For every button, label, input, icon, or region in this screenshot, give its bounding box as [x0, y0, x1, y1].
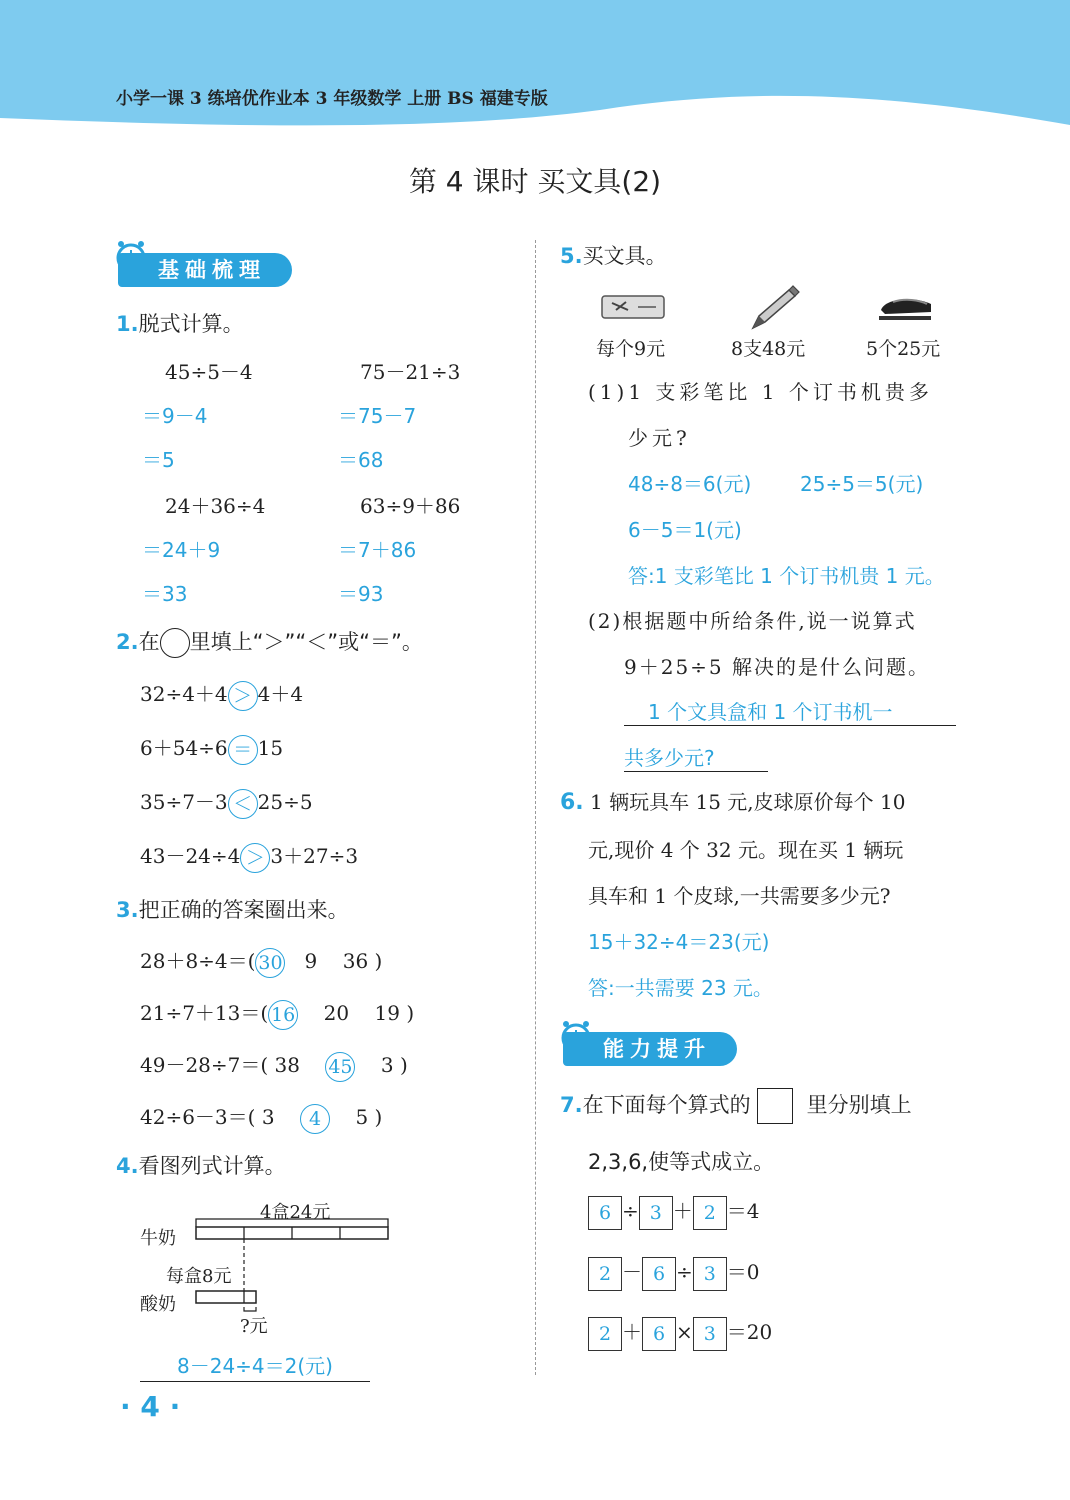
q2-left: 43－24÷4 — [140, 844, 241, 868]
q7-row-2 — [588, 1256, 760, 1291]
q1-title: 脱式计算。 — [138, 312, 244, 336]
q3-paren: ) — [399, 1053, 408, 1077]
q2-right: 4＋4 — [257, 682, 304, 706]
q5-item-2-label: 8支48元 — [731, 338, 806, 360]
q7-result: ＝0 — [726, 1260, 760, 1284]
q3-paren: ) — [374, 949, 383, 973]
q3-number: 3. — [116, 898, 139, 922]
q3-expr: 49－28÷7＝( — [140, 1053, 269, 1077]
q3-option: 5 — [355, 1105, 369, 1129]
q7-answer-box: 3 — [693, 1317, 727, 1351]
q3-correct-option: 4 — [300, 1104, 330, 1134]
q5-item-3-label: 5个25元 — [866, 338, 941, 360]
q7-operator: ÷ — [622, 1199, 639, 1223]
q3-option: 19 — [374, 1001, 400, 1025]
q1-number: 1. — [116, 312, 139, 336]
q1-expr-1: 45÷5－4 — [165, 360, 253, 384]
q1-step-2a: ＝75－7 — [338, 404, 417, 428]
q3-paren: ) — [406, 1001, 415, 1025]
q7-operator: ＋ — [672, 1199, 693, 1223]
q7-title-line2: 2,3,6,使等式成立。 — [588, 1150, 775, 1174]
lesson-title: 第 4 课时 买文具(2) — [408, 165, 662, 198]
q4-top-label: 4盒24元 — [260, 1202, 331, 1223]
q5-part1-line2: 少元? — [628, 426, 691, 450]
q1-step-4b: ＝93 — [338, 582, 384, 606]
q4-question-label: ?元 — [240, 1316, 268, 1337]
q2-left: 32÷4＋4 — [140, 682, 228, 706]
q7-heading — [560, 1088, 912, 1124]
q2-answer-sign: ＝ — [228, 735, 258, 765]
q3-title: 把正确的答案圈出来。 — [138, 898, 349, 922]
q3-row-2 — [140, 997, 414, 1030]
q3-expr: 42÷6－3＝( — [140, 1105, 256, 1129]
q6-text-1: 1 辆玩具车 15 元,皮球原价每个 10 — [590, 790, 906, 814]
q7-answer-box: 2 — [588, 1317, 622, 1351]
header-band — [0, 0, 1070, 130]
q7-result: ＝4 — [726, 1199, 760, 1223]
q1-step-3a: ＝24＋9 — [142, 538, 221, 562]
q3-expr: 21÷7＋13＝( — [140, 1001, 269, 1025]
q6-line1 — [560, 786, 905, 815]
q7-result: ＝20 — [726, 1320, 773, 1344]
q3-option: 36 — [342, 949, 369, 973]
q6-line3: 具车和 1 个皮球,一共需要多少元? — [588, 884, 891, 908]
q4-number: 4. — [116, 1154, 139, 1178]
q3-option: 20 — [323, 1001, 350, 1025]
q4-per-box-label: 每盒8元 — [166, 1266, 232, 1287]
q1-heading — [116, 308, 244, 338]
page-number: · 4 · — [120, 1390, 181, 1423]
q2-heading — [116, 626, 423, 658]
q2-answer-sign: ＞ — [228, 681, 258, 711]
q7-answer-box: 2 — [588, 1257, 622, 1291]
blank-circle-icon — [160, 628, 190, 658]
color-pen-icon — [745, 282, 805, 332]
q5-part2-answer-2: 共多少元? — [624, 742, 768, 772]
q2-row-2 — [140, 732, 283, 765]
q7-number: 7. — [560, 1093, 583, 1117]
q7-row-3 — [588, 1316, 772, 1351]
q1-expr-2: 75－21÷3 — [360, 360, 461, 384]
pencil-case-icon — [598, 288, 670, 324]
q3-expr: 28＋8÷4＝( — [140, 949, 256, 973]
q4-bar-diagram — [190, 1215, 400, 1325]
q5-item-1-label: 每个9元 — [596, 338, 666, 360]
q5-number: 5. — [560, 244, 583, 268]
q2-right: 25÷5 — [257, 790, 313, 814]
q7-operator: ＋ — [622, 1320, 642, 1344]
q2-title-pre: 在 — [138, 630, 160, 654]
q2-right: 3＋27÷3 — [270, 844, 359, 868]
q5-part1-answer-1a: 48÷8＝6(元) — [628, 472, 752, 496]
q6-answer-2: 答:一共需要 23 元。 — [588, 976, 773, 1000]
q3-option: 38 — [274, 1053, 300, 1077]
q3-heading — [116, 894, 349, 924]
q7-answer-box: 6 — [642, 1257, 676, 1291]
q3-option: 9 — [304, 949, 318, 973]
q1-step-1a: ＝9－4 — [142, 404, 208, 428]
q7-answer-box: 6 — [588, 1196, 622, 1230]
q7-operator: × — [676, 1320, 693, 1344]
q5-part1-answer-3: 答:1 支彩笔比 1 个订书机贵 1 元。 — [628, 564, 945, 588]
q5-heading — [560, 240, 667, 270]
q1-step-2b: ＝68 — [338, 448, 384, 472]
q1-step-3b: ＝33 — [142, 582, 188, 606]
q1-expr-3: 24＋36÷4 — [165, 494, 266, 518]
q7-title-pre: 在下面每个算式的 — [582, 1093, 751, 1117]
q2-left: 6＋54÷6 — [140, 736, 228, 760]
q3-correct-option: 30 — [255, 948, 285, 978]
blank-square-icon — [757, 1088, 793, 1124]
q6-answer-1: 15＋32÷4＝23(元) — [588, 930, 770, 954]
q3-correct-option: 45 — [325, 1052, 355, 1082]
q3-row-4 — [140, 1101, 382, 1134]
column-divider — [535, 240, 536, 1375]
q4-milk-label: 牛奶 — [140, 1228, 176, 1249]
q5-part2-line1: (2)根据题中所给条件,说一说算式 — [588, 609, 917, 633]
q6-line2: 元,现价 4 个 32 元。现在买 1 辆玩 — [588, 838, 904, 862]
header-title: 小学一课 3 练培优作业本 3 年级数学 上册 BS 福建专版 — [116, 89, 548, 109]
q7-answer-box: 3 — [639, 1196, 673, 1230]
q5-part1-answer-2: 6－5＝1(元) — [628, 518, 742, 542]
q2-answer-sign: ＞ — [240, 843, 270, 873]
q7-operator: ÷ — [676, 1260, 693, 1284]
q2-row-3 — [140, 786, 313, 819]
q2-left: 35÷7－3 — [140, 790, 228, 814]
q5-part1-answer-1b: 25÷5＝5(元) — [800, 472, 924, 496]
q7-title-post: 里分别填上 — [806, 1093, 912, 1117]
q7-answer-box: 3 — [693, 1257, 727, 1291]
q2-answer-sign: ＜ — [228, 789, 258, 819]
q2-row-4 — [140, 840, 358, 873]
q3-correct-option: 16 — [268, 1000, 298, 1030]
q5-title: 买文具。 — [582, 244, 667, 268]
q1-expr-4: 63÷9＋86 — [360, 494, 461, 518]
q3-option: 3 — [261, 1105, 275, 1129]
q2-title-post: 里填上“＞”“＜”或“＝”。 — [189, 630, 423, 654]
q4-answer: 8－24÷4＝2(元) — [140, 1350, 370, 1382]
stapler-icon — [875, 290, 937, 326]
q7-operator: － — [622, 1260, 642, 1284]
q1-step-1b: ＝5 — [142, 448, 175, 472]
q3-paren: ) — [374, 1105, 383, 1129]
q7-answer-box: 6 — [642, 1317, 676, 1351]
q5-part2-line2: 9＋25÷5 解决的是什么问题。 — [624, 655, 931, 679]
q6-number: 6. — [560, 790, 584, 815]
q2-number: 2. — [116, 630, 139, 654]
q4-title: 看图列式计算。 — [138, 1154, 286, 1178]
q7-answer-box: 2 — [693, 1196, 727, 1230]
q1-step-4a: ＝7＋86 — [338, 538, 417, 562]
q2-row-1 — [140, 678, 303, 711]
q3-row-1 — [140, 945, 382, 978]
q4-heading — [116, 1150, 286, 1180]
section-badge-advanced: 能力提升 — [563, 1032, 737, 1066]
q2-right: 15 — [257, 736, 284, 760]
q5-part2-answer-1: 1 个文具盒和 1 个订书机一 — [624, 696, 956, 726]
q3-option: 3 — [380, 1053, 394, 1077]
q5-part1-line1: (1)1 支彩笔比 1 个订书机贵多 — [588, 380, 933, 404]
section-badge-basic: 基础梳理 — [118, 253, 292, 287]
q4-yogurt-label: 酸奶 — [140, 1294, 176, 1315]
q3-row-3 — [140, 1049, 408, 1082]
q7-row-1 — [588, 1195, 760, 1230]
